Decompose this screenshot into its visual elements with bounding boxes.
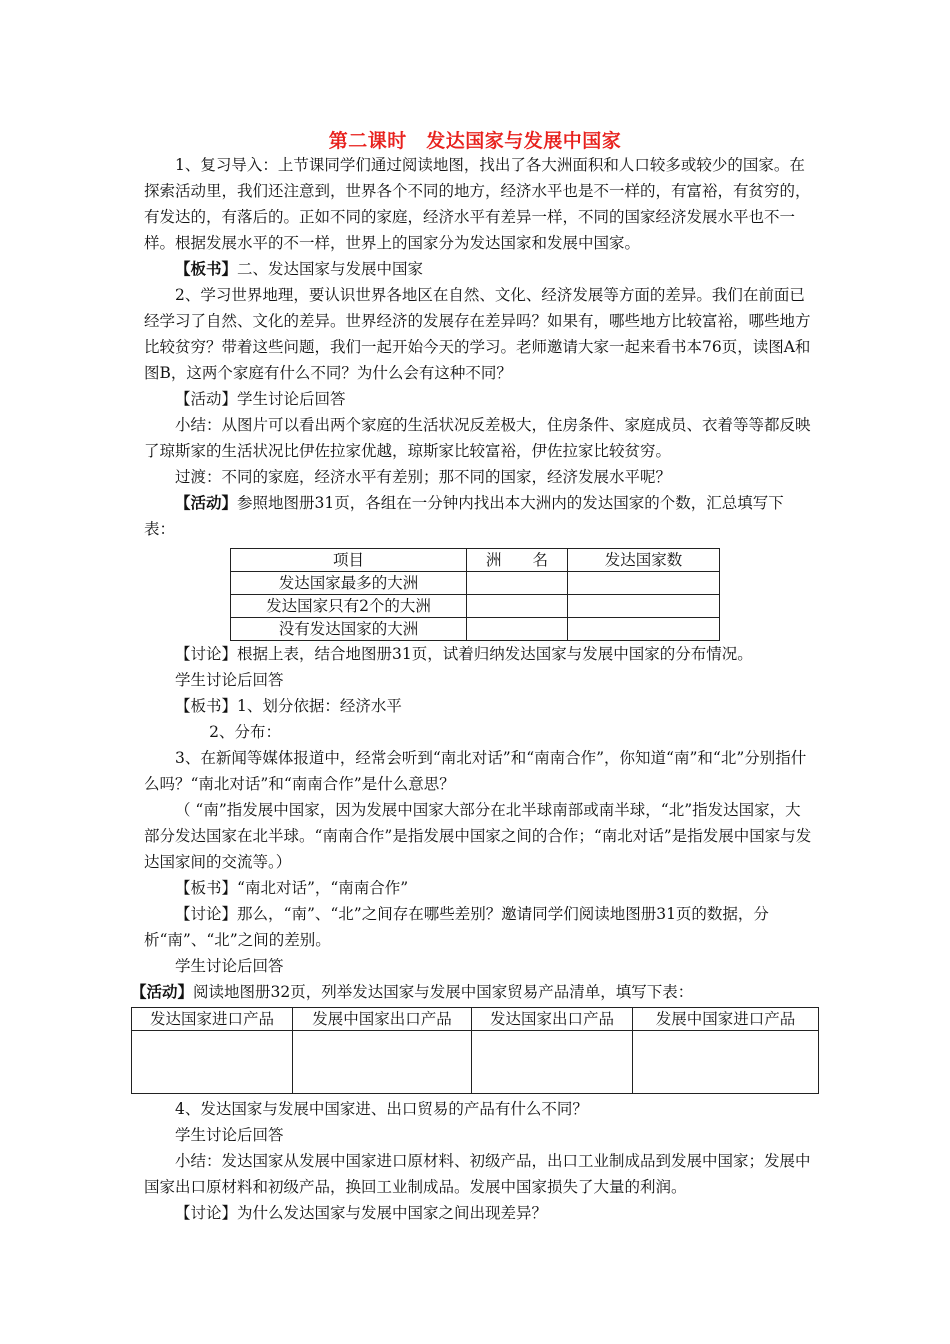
summary-1: 小结：从图片可以看出两个家庭的生活状况反差极大，住房条件、家庭成员、衣着等等都反映了琼斯家的生活状况比伊佐拉家优越，琼斯家比较富裕，伊佐拉家比较贫穷。	[144, 416, 811, 460]
table-cell-empty[interactable]	[293, 1031, 472, 1094]
board-text: 1、划分依据：经济水平	[237, 697, 402, 715]
board-note-2	[144, 693, 814, 719]
table-row	[231, 618, 720, 641]
table-row	[231, 595, 720, 618]
paragraph-north-south-answer: （ “南”指发展中国家，因为发展中国家大部分在北半球南部或南半球，“北”指发达国家，大部分发达国家在北半球。“南南合作”是指发展中国家之间的合作；“南北对话”是指发展中国家与发达国家间的交流等。）	[144, 801, 812, 871]
table-cell-empty[interactable]	[467, 595, 568, 618]
table-cell-empty[interactable]	[467, 572, 568, 595]
table-cell: 没有发达国家的大洲	[231, 618, 467, 641]
table-cell-empty[interactable]	[568, 572, 720, 595]
table-header-cell: 发展中国家进口产品	[633, 1008, 819, 1031]
board-note-2-sub: 2、分布：	[209, 723, 281, 741]
table-header-cell: 洲 名	[467, 549, 568, 572]
board-tag: 【板书】	[175, 879, 238, 897]
page-title: 第二课时 发达国家与发展中国家	[328, 130, 622, 152]
discussion-1	[144, 641, 814, 667]
activity-tag: 【活动】	[175, 390, 238, 408]
table-header-cell: 发达国家出口产品	[472, 1008, 633, 1031]
table-cell: 发达国家最多的大洲	[231, 572, 467, 595]
discussion-text: 那么，“南”、“北”之间存在哪些差别？邀请同学们阅读地图册31页的数据，分析“南”、“北”之间的差别。	[144, 905, 769, 949]
paragraph-north-south: 3、在新闻等媒体报道中，经常会听到“南北对话”和“南南合作”，你知道“南”和“北”分别指什么吗？“南北对话”和“南南合作”是什么意思？	[144, 749, 807, 793]
activity-1	[144, 386, 814, 412]
table-header-row	[132, 1008, 819, 1031]
paragraph-study: 2、学习世界地理，要认识世界各地区在自然、文化、经济发展等方面的差异。我们在前面已经学习了自然、文化的差异。世界经济的发展存在差异吗？如果有，哪些地方比较富裕，哪些地方比较贫穷？带着这些问题，我们一起开始今天的学习。老师邀请大家一起来看书本76页，读图A和图B，这两个家庭有什么不同？为什么会有这种不同？	[144, 286, 811, 382]
discussion-tag: 【讨论】	[175, 905, 238, 923]
answer-2: 学生讨论后回答	[175, 957, 284, 975]
activity-tag: 【活动】	[131, 982, 194, 1001]
board-text: 二、发达国家与发展中国家	[237, 260, 424, 278]
trade-products-table	[131, 1007, 819, 1094]
activity-3	[131, 979, 814, 1005]
board-note-3	[144, 875, 814, 901]
discussion-text: 根据上表，结合地图册31页，试着归纳发达国家与发展中国家的分布情况。	[237, 645, 753, 663]
table-row	[132, 1031, 819, 1094]
activity-text: 参照地图册31页，各组在一分钟内找出本大洲内的发达国家的个数，汇总填写下表：	[144, 494, 784, 538]
table-header-cell: 发达国家数	[568, 549, 720, 572]
board-text: “南北对话”，“南南合作”	[237, 879, 409, 897]
activity-text: 学生讨论后回答	[237, 390, 346, 408]
table-header-cell: 发达国家进口产品	[132, 1008, 293, 1031]
summary-2: 小结：发达国家从发展中国家进口原材料、初级产品，出口工业制成品到发展中国家；发展中国家出口原材料和初级产品，换回工业制成品。发展中国家损失了大量的利润。	[144, 1152, 811, 1196]
discussion-tag: 【讨论】	[175, 1204, 238, 1222]
answer-3: 学生讨论后回答	[175, 1126, 284, 1144]
document-body	[131, 152, 814, 1226]
discussion-3	[144, 1200, 814, 1226]
paragraph-trade-question: 4、发达国家与发展中国家进、出口贸易的产品有什么不同？	[175, 1100, 588, 1118]
answer-1: 学生讨论后回答	[175, 671, 284, 689]
table-cell-empty[interactable]	[472, 1031, 633, 1094]
table-cell-empty[interactable]	[467, 618, 568, 641]
table-cell-empty[interactable]	[633, 1031, 819, 1094]
table-cell-empty[interactable]	[132, 1031, 293, 1094]
table-cell-empty[interactable]	[568, 595, 720, 618]
discussion-text: 为什么发达国家与发展中国家之间出现差异？	[237, 1204, 548, 1222]
board-tag: 【板书】	[175, 259, 238, 278]
table-header-cell: 发展中国家出口产品	[293, 1008, 472, 1031]
activity-2	[144, 490, 814, 542]
discussion-tag: 【讨论】	[175, 645, 238, 663]
board-note-1	[144, 256, 814, 282]
board-tag: 【板书】	[175, 697, 238, 715]
discussion-2	[144, 901, 814, 953]
transition: 过渡：不同的家庭，经济水平有差别；那不同的国家，经济发展水平呢？	[175, 468, 672, 486]
table-row	[231, 572, 720, 595]
continent-table	[230, 548, 720, 641]
table-header-cell: 项目	[231, 549, 467, 572]
table-cell: 发达国家只有2个的大洲	[231, 595, 467, 618]
table-header-row	[231, 549, 720, 572]
paragraph-review: 1、复习导入：上节课同学们通过阅读地图，找出了各大洲面积和人口较多或较少的国家。在探索活动里，我们还注意到，世界各个不同的地方，经济水平也是不一样的，有富裕，有贫穷的，有发达的，有落后的。正如不同的家庭，经济水平有差异一样，不同的国家经济发展水平也不一样。根据发展水平的不一样，世界上的国家分为发达国家和发展中国家。	[144, 156, 811, 252]
activity-text: 阅读地图册32页，列举发达国家与发展中国家贸易产品清单，填写下表：	[193, 983, 694, 1001]
activity-tag: 【活动】	[175, 493, 238, 512]
table-cell-empty[interactable]	[568, 618, 720, 641]
